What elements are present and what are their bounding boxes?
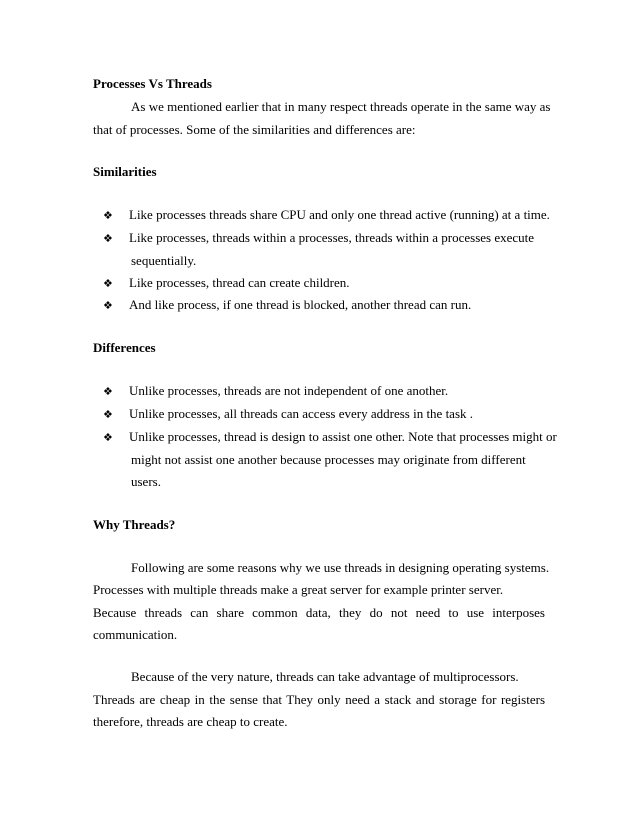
list-item-text: Unlike processes, all threads can access every address in the task .	[129, 406, 474, 421]
list-item-continuation: users.	[131, 474, 161, 489]
list-item	[103, 406, 473, 423]
paragraph-line: Processes with multiple threads make a great server for example printer server.	[93, 582, 504, 597]
diamond-bullet-icon: ❖	[103, 408, 113, 421]
diamond-bullet-icon: ❖	[103, 209, 113, 222]
diamond-bullet-icon: ❖	[103, 277, 113, 290]
paragraph-line: Because threads can share common data, they do not need to use interposes	[93, 605, 545, 620]
paragraph-line: Following are some reasons why we use threads in designing operating systems.	[131, 560, 550, 575]
list-item-continuation: sequentially.	[131, 253, 197, 268]
diamond-bullet-icon: ❖	[103, 385, 113, 398]
paragraph-line: Because of the very nature, threads can take advantage of multiprocessors.	[131, 669, 519, 684]
paragraph-line: therefore, threads are cheap to create.	[93, 714, 288, 729]
list-item	[103, 230, 534, 247]
list-item	[103, 297, 471, 314]
list-item	[103, 275, 350, 292]
intro-paragraph-line: As we mentioned earlier that in many respect threads operate in the same way as	[131, 99, 551, 114]
section-heading-processes-vs-threads: Processes Vs Threads	[93, 76, 212, 91]
section-heading-why-threads: Why Threads?	[93, 517, 176, 532]
list-item	[103, 429, 557, 446]
list-item-text: And like process, if one thread is blocked, another thread can run.	[129, 297, 472, 312]
section-heading-differences: Differences	[93, 340, 156, 355]
diamond-bullet-icon: ❖	[103, 299, 113, 312]
paragraph-line: communication.	[93, 627, 178, 642]
section-heading-similarities: Similarities	[93, 164, 157, 179]
list-item-continuation: might not assist one another because processes may originate from different	[131, 452, 526, 467]
list-item-text: Unlike processes, thread is design to assist one other. Note that processes might or	[129, 429, 557, 444]
list-item-text: Like processes, thread can create children.	[129, 275, 350, 290]
list-item	[103, 383, 448, 400]
list-item	[103, 207, 550, 224]
list-item-text: Unlike processes, threads are not independent of one another.	[129, 383, 449, 398]
diamond-bullet-icon: ❖	[103, 232, 113, 245]
intro-paragraph-line: that of processes. Some of the similarities and differences are:	[93, 122, 416, 137]
list-item-text: Like processes threads share CPU and only one thread active (running) at a time.	[129, 207, 550, 222]
list-item-text: Like processes, threads within a processes, threads within a processes execute	[129, 230, 535, 245]
paragraph-line: Threads are cheap in the sense that They only need a stack and storage for registers	[93, 692, 545, 707]
diamond-bullet-icon: ❖	[103, 431, 113, 444]
